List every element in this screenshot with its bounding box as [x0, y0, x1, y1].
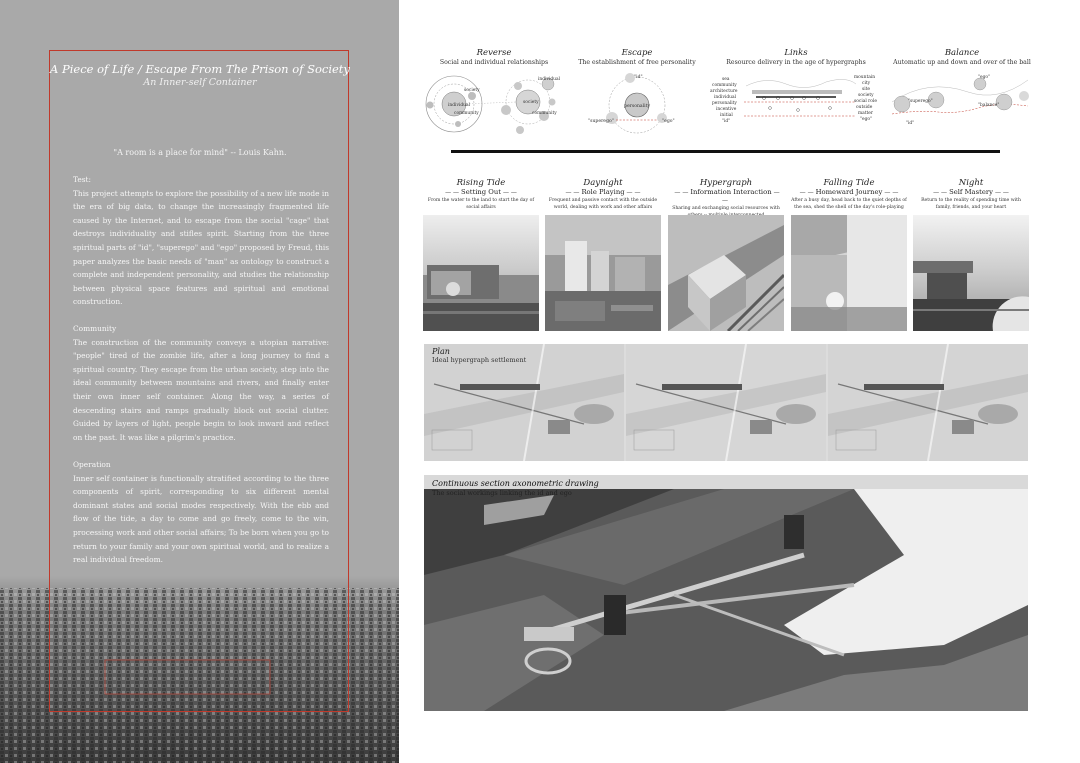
diagram-label: individual — [714, 95, 736, 100]
diagram-label: sea — [722, 77, 730, 82]
diagram-label: social role — [854, 99, 877, 104]
diagram-label: society — [464, 88, 480, 93]
diagram-label: "balance" — [978, 103, 1000, 108]
diagram-balance — [888, 48, 1036, 148]
section-axonometric-drawing — [424, 475, 1028, 711]
project-title: A Piece of Life / Escape From The Prison of Society — [50, 62, 350, 76]
phase-description: Frequent and passive contact with the outside world, dealing with work and other affairs — [548, 198, 658, 210]
phase-subtitle: — — Self Mastery — — — [913, 188, 1029, 196]
diagram-label: architecture — [710, 89, 738, 94]
diagram-label: society — [523, 100, 539, 105]
diagram-label: "ego" — [662, 119, 675, 124]
diagram-reverse — [420, 48, 568, 148]
phase-title: Rising Tide — [456, 178, 506, 188]
night-render — [913, 215, 1029, 331]
test-section — [73, 173, 329, 309]
diagram-subtitle: The establishment of free personality — [578, 59, 696, 66]
phase-subtitle: — — Information Interaction — — — [668, 188, 784, 204]
section-divider — [451, 150, 1000, 153]
left-panel — [0, 0, 399, 763]
diagram-label: site — [862, 87, 871, 92]
diagram-label: "superego" — [908, 99, 933, 104]
section-heading: Community — [73, 324, 117, 333]
plan-subtitle: Ideal hypergraph settlement — [432, 356, 527, 364]
escape-diagram-drawing — [578, 72, 696, 148]
daynight-render — [545, 215, 661, 331]
diagram-subtitle: Resource delivery in the age of hypergraphs — [726, 59, 866, 66]
operation-section — [73, 458, 329, 567]
diagram-label: personality — [624, 104, 651, 109]
hypergraph-render — [668, 215, 784, 331]
rising-tide-render — [423, 215, 539, 331]
diagram-label: incentive — [716, 107, 737, 112]
diagram-links — [706, 48, 886, 148]
phase-hypergraph — [668, 178, 784, 333]
diagram-label: initial — [720, 113, 733, 118]
phase-subtitle: — — Role Playing — — — [545, 188, 661, 196]
diagram-title: Reverse — [476, 48, 512, 58]
phase-description: After a busy day, head back to the quiet depths of the sea, shed the shell of the day's role-playing — [791, 198, 907, 210]
plan-panel — [424, 344, 1028, 461]
diagram-label: "id" — [722, 119, 731, 124]
diagram-subtitle: Social and individual relationships — [439, 59, 549, 66]
section-heading: Test: — [73, 175, 91, 184]
section-axonometric-panel — [424, 475, 1028, 711]
phase-title: Daynight — [583, 178, 623, 188]
section-heading: Operation — [73, 460, 111, 469]
reverse-diagram-drawing — [420, 72, 568, 148]
diagram-label: society — [858, 93, 874, 98]
phase-title: Night — [958, 178, 984, 188]
diagram-title: Balance — [944, 48, 980, 58]
diagram-label: individual — [448, 103, 470, 108]
diagram-label: "id" — [906, 121, 915, 126]
phase-description: Return to the reality of spending time with family, friends, and your heart — [921, 198, 1021, 210]
diagram-title: Links — [784, 48, 808, 58]
diagram-label: "superego" — [588, 119, 614, 124]
phase-description: From the water to the land to start the day of social affairs — [427, 198, 535, 210]
kahn-quote: "A room is a place for mind" -- Louis Kahn. — [113, 148, 287, 157]
diagram-label: individual — [538, 77, 560, 82]
diagram-escape — [578, 48, 696, 148]
phase-night — [913, 178, 1029, 333]
phase-daynight — [545, 178, 661, 333]
falling-tide-render — [791, 215, 907, 331]
balance-diagram-drawing — [888, 72, 1036, 148]
section-body: Inner self container is functionally stratified according to the three components of spirit, corresponding to six different mental dominant states and social modes respectively. With the ebb and flow of the tide, a day to come and go freely, come to the win, processing work and other social affairs; To be born when you go to return to your family and your own spiritual world, and to realize a real individual freedom. — [73, 473, 329, 565]
plan-title: Plan — [432, 347, 450, 356]
section-body: This project attempts to explore the possibility of a new life mode in the era of big data, to change the increasingly fragmented life caused by the Internet, and to escape from the social "cage" that destroys individuality and stifles spirit. Starting from the three spiritual parts of "id", "superego" and "ego" proposed by Freud, this paper analyzes the basic needs of "man" as ontology to construct a complete and independent personality, and studies the relationship between physical space features and spiritual and emotional construction. — [73, 188, 329, 307]
diagram-label: mountain — [854, 75, 876, 80]
phase-falling-tide — [791, 178, 907, 333]
section-title: Continuous section axonometric drawing — [432, 479, 599, 488]
diagram-label: community — [712, 83, 737, 88]
diagram-label: community — [454, 111, 479, 116]
phase-title: Falling Tide — [823, 178, 875, 188]
diagram-title: Escape — [621, 48, 653, 58]
links-diagram-drawing — [706, 72, 886, 148]
project-subtitle: An Inner-self Container — [143, 77, 257, 88]
diagram-label: city — [862, 81, 871, 86]
diagram-label: "id" — [634, 75, 643, 80]
diagram-label: "ego" — [978, 75, 991, 80]
diagram-label: "ego" — [860, 117, 873, 122]
diagram-label: community — [532, 111, 557, 116]
phase-title: Hypergraph — [699, 178, 753, 188]
section-body: The construction of the community conveys a utopian narrative: "people" tired of the zombie life, after a long journey to find a spiritual country. They escape from the urban society, step into the ideal community between mountains and rivers, and finally enter their own inner self container. Along the way, a series of descending stairs and ramps gradually block out social clutter. Guided by layers of light, people begin to look inward and reflect on the past. It was like a pilgrim's practice. — [73, 337, 329, 442]
diagram-subtitle: Automatic up and down and over of the ball — [893, 59, 1031, 66]
phase-subtitle: — — Setting Out — — — [423, 188, 539, 196]
section-subtitle: The social workings linking the id and ego — [432, 489, 572, 497]
phase-rising-tide — [423, 178, 539, 333]
phase-subtitle: — — Homeward Journey — — — [791, 188, 907, 196]
community-section — [73, 322, 329, 444]
phase-description: Sharing and exchanging social resources with — [672, 206, 780, 211]
diagram-label: matter — [858, 111, 874, 116]
diagram-label: personality — [712, 101, 737, 106]
diagram-label: outside — [856, 105, 873, 110]
